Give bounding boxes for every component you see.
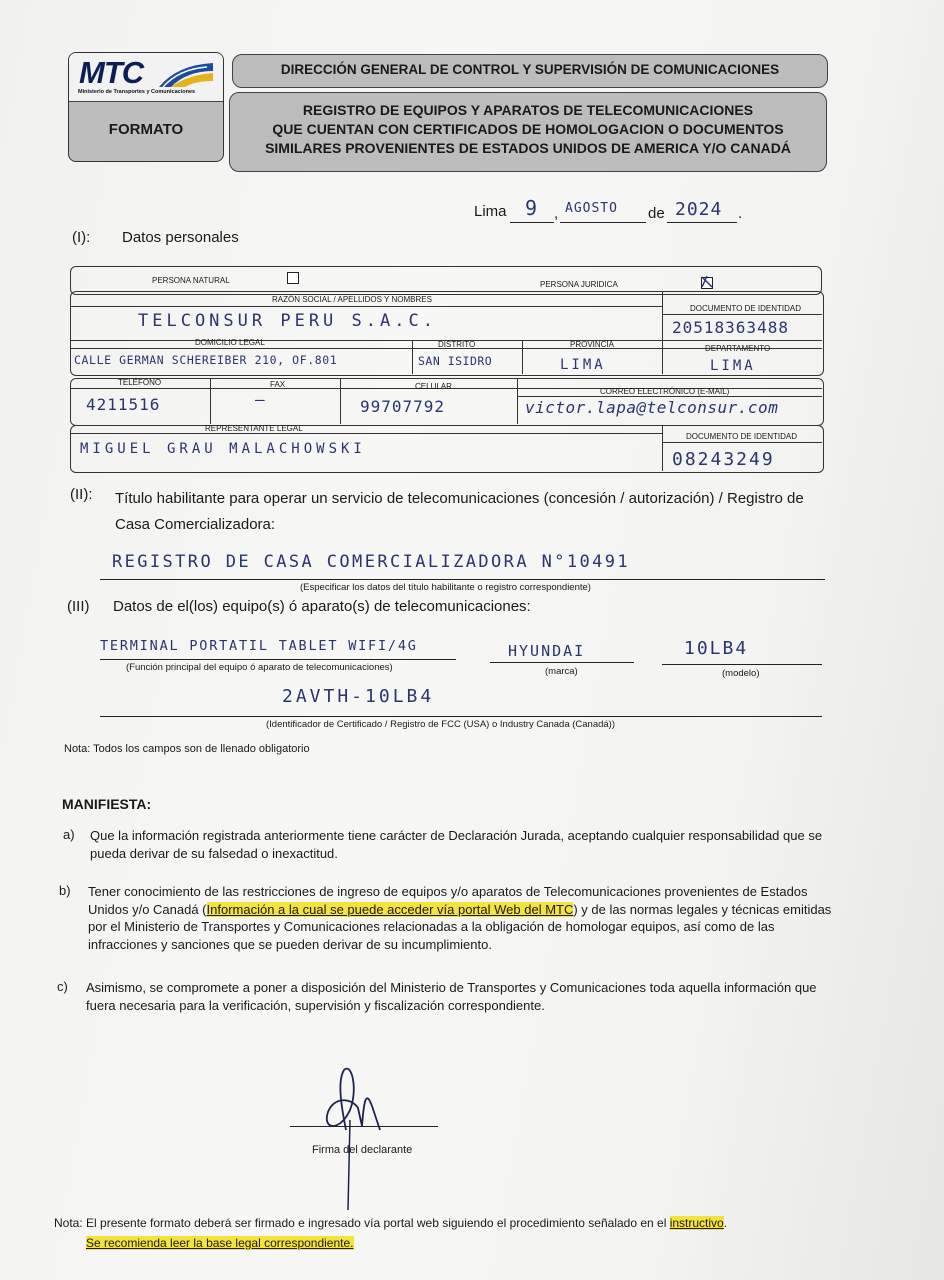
mtc-portal-link[interactable]: Información a la cual se puede acceder vía portal Web del MTC bbox=[206, 901, 574, 917]
item-a-text: Que la información registrada anteriormente tiene carácter de Declaración Jurada, aceptando cualquier responsabilidad que se pueda derivar de su falsedad o inexactitud. bbox=[90, 828, 823, 861]
nota-final-period: . bbox=[723, 1216, 728, 1230]
firma-label: Firma del declarante bbox=[312, 1144, 413, 1156]
title-line-1: REGISTRO DE EQUIPOS Y APARATOS DE TELECOMUNICACIONES bbox=[302, 102, 754, 118]
celular-value[interactable]: 99707792 bbox=[360, 397, 446, 416]
departamento-value[interactable]: LIMA bbox=[710, 358, 756, 374]
domicilio-label: DOMICILIO LEGAL bbox=[195, 338, 265, 347]
direccion-header: DIRECCIÓN GENERAL DE CONTROL Y SUPERVISIÓN DE COMUNICACIONES bbox=[232, 54, 828, 88]
section2-number: (II): bbox=[70, 486, 93, 503]
doc-id-value[interactable]: 20518363488 bbox=[672, 318, 789, 337]
doc-id-label: DOCUMENTO DE IDENTIDAD bbox=[690, 304, 801, 313]
section1-title: Datos personales bbox=[122, 229, 239, 246]
persona-natural-label: PERSONA NATURAL bbox=[152, 276, 230, 285]
manifiesta-title: MANIFIESTA: bbox=[62, 796, 152, 812]
checkmark-icon bbox=[701, 275, 713, 289]
formato-label: FORMATO bbox=[108, 121, 184, 138]
rep-doc-label: DOCUMENTO DE IDENTIDAD bbox=[686, 432, 797, 441]
correo-label: CORREO ELECTRÓNICO (E-MAIL) bbox=[600, 387, 730, 396]
razon-social-label: RAZÓN SOCIAL / APELLIDOS Y NOMBRES bbox=[272, 295, 432, 304]
marca-caption: (marca) bbox=[545, 666, 578, 677]
date-lima-label: Lima bbox=[474, 203, 507, 220]
telefono-label: TELÉFONO bbox=[118, 378, 162, 387]
distrito-label: DISTRITO bbox=[438, 340, 476, 349]
date-month[interactable]: AGOSTO bbox=[565, 201, 618, 216]
representante-value[interactable]: MIGUEL GRAU MALACHOWSKI bbox=[80, 441, 366, 457]
instructivo-link[interactable]: instructivo bbox=[669, 1216, 724, 1230]
logo-text: MTC bbox=[79, 55, 144, 90]
base-legal-note bbox=[86, 1236, 354, 1250]
date-day[interactable]: 9 bbox=[525, 196, 541, 220]
fax-value[interactable]: — bbox=[255, 390, 268, 409]
item-b-text-end: ) y de las normas legales y técnicas emitidas por el Ministerio de Transportes y Comunicaciones relacionadas a la obligación de homologar equipos, así como de las infracciones y sanciones que se pueden derivar de su incumplimiento. bbox=[88, 901, 832, 952]
wave-logo-icon bbox=[157, 59, 215, 89]
date-de-label: de bbox=[648, 205, 665, 222]
mtc-logo bbox=[69, 53, 223, 102]
title-line-3: SIMILARES PROVENIENTES DE ESTADOS UNIDOS DE AMERICA Y/O CANADÁ bbox=[265, 140, 791, 156]
form-title bbox=[229, 92, 827, 172]
funcion-value[interactable]: TERMINAL PORTATIL TABLET WIFI/4G bbox=[100, 638, 418, 654]
form-page: MTC Ministerio de Transportes y Comunicaciones FORMATO DIRECCIÓN GENERAL DE CONTROL Y SUPERVISIÓN DE COMUNICACIONES REGISTRO DE EQUIPOS Y APARATOS DE TELECOMUNICACIONES QUE CUENTAN CON CERTIFICADOS DE HOMOLOGACION O DOCUMENTOS SIMILARES PROVENIENTES DE ESTADOS UNIDOS DE AMERICA Y/O CANADÁ Lima 9 , AGOSTO de 2024 . (I): Datos personales PERSONA NATURAL PERSONA JURIDICA RAZÓN SOCIAL / APELLIDOS Y NOMBRES DOCUMENTO DE IDENTIDAD TELCONSUR PERU S.A.C. 20518363488 DOMICILIO LEGAL DISTRITO PROVINCIA DEPARTAMENTO CALLE GERMAN SCHEREIBER 210, OF.801 SAN ISIDRO LIMA LIMA TELÉFONO FAX CELULAR CORREO ELECTRÓNICO (E-MAIL) 4211516 — 99707792 victor.lapa@telconsur.com REPRESENTANTE LEGAL DOCUMENTO DE IDENTIDAD MIGUEL GRAU MALACHOWSKI 08243249 (II): Título habilitante para operar un servicio de telecomunicaciones (concesión / autorización) / Registro de Casa Comercializadora: REGISTRO DE CASA COMERCIALIZADORA N°10491 (Especificar los datos del título habilitante o registro correspondiente) (III) Datos de el(los) equipo(s) ó aparato(s) de telecomunicaciones: TERMINAL PORTATIL TABLET WIFI/4G (Función principal del equipo ó aparato de telecomunicaciones) HYUNDAI (marca) 10LB4 (modelo) 2AVTH-10LB4 (Identificador de Certificado / Registro de FCC (USA) o Industry Canada (Canadá)) Nota: Todos los campos son de llenado obligatorio MANIFIESTA: a) Que la información registrada anteriormente tiene carácter de Declaración Jurada, aceptando cualquier responsabilidad que se pueda derivar de su falsedad o inexactitud. b) Tener conocimiento de las restricciones de ingreso de equipos y/o aparatos de Telecomunicaciones provenientes de Estados Unidos y/o Canadá (Información a la cual se puede acceder vía portal Web del MTC) y de las normas legales y técnicas emitidas por el Ministerio de Transportes y Comunicaciones relacionadas a la obligación de homologar equipos, así como de las infracciones y sanciones que se pueden derivar de su incumplimiento. c) Asimismo, se compromete a poner a disposición del Ministerio de Transportes y Comunicaciones toda aquella información que fuera necesaria para la verificación, supervisión y fiscalización correspondiente. Firma del declarante Nota: El presente formato deberá ser firmado e ingresado vía portal web siguiendo el procedimiento señalado en el instructivo. Se recomienda leer la base legal correspondiente. bbox=[0, 0, 944, 1280]
section2-text: Título habilitante para operar un servicio de telecomunicaciones (concesión / autorización) / Registro de Casa Comercializadora: bbox=[115, 490, 804, 533]
item-c-text: Asimismo, se compromete a poner a disposición del Ministerio de Transportes y Comunicaciones toda aquella información que fuera necesaria para la verificación, supervisión y fiscalización correspondiente. bbox=[86, 980, 817, 1013]
logo-subtitle: Ministerio de Transportes y Comunicaciones bbox=[78, 89, 196, 95]
section2-caption: (Especificar los datos del título habilitante o registro correspondiente) bbox=[300, 582, 591, 593]
base-legal-link[interactable]: Se recomienda leer la base legal correspondiente. bbox=[86, 1236, 354, 1250]
domicilio-value[interactable]: CALLE GERMAN SCHEREIBER 210, OF.801 bbox=[74, 353, 338, 367]
section3-number: (III) bbox=[67, 598, 90, 615]
telefono-value[interactable]: 4211516 bbox=[86, 395, 161, 414]
item-b-text bbox=[88, 883, 846, 953]
date-year[interactable]: 2024 bbox=[675, 199, 723, 220]
item-a-label: a) bbox=[63, 827, 75, 842]
representante-label: REPRESENTANTE LEGAL bbox=[205, 424, 303, 433]
nota-final-text: Nota: El presente formato deberá ser firmado e ingresado vía portal web siguiendo el procedimiento señalado en el bbox=[54, 1216, 670, 1230]
persona-natural-checkbox[interactable] bbox=[287, 272, 299, 284]
persona-juridica-checkbox[interactable] bbox=[701, 277, 713, 289]
title-line-2: QUE CUENTAN CON CERTIFICADOS DE HOMOLOGACION O DOCUMENTOS bbox=[272, 121, 784, 137]
funcion-caption: (Función principal del equipo ó aparato de telecomunicaciones) bbox=[126, 662, 393, 673]
nota-final bbox=[54, 1214, 824, 1232]
titulo-habilitante-value[interactable]: REGISTRO DE CASA COMERCIALIZADORA N°10491 bbox=[112, 552, 631, 572]
rep-doc-value[interactable]: 08243249 bbox=[672, 449, 775, 470]
modelo-value[interactable]: 10LB4 bbox=[684, 638, 749, 659]
celular-label: CELULAR bbox=[415, 382, 452, 391]
provincia-label: PROVINCIA bbox=[570, 340, 615, 349]
provincia-value[interactable]: LIMA bbox=[560, 357, 606, 373]
departamento-label: DEPARTAMENTO bbox=[705, 344, 771, 353]
certificado-value[interactable]: 2AVTH-10LB4 bbox=[282, 686, 435, 707]
razon-social-value[interactable]: TELCONSUR PERU S.A.C. bbox=[138, 311, 437, 331]
mtc-logo-box bbox=[68, 52, 224, 162]
item-b-label: b) bbox=[59, 883, 71, 898]
section3-title: Datos de el(los) equipo(s) ó aparato(s) de telecomunicaciones: bbox=[113, 598, 531, 615]
item-c-label: c) bbox=[57, 979, 68, 994]
marca-value[interactable]: HYUNDAI bbox=[508, 642, 586, 660]
fax-label: FAX bbox=[270, 380, 286, 389]
modelo-caption: (modelo) bbox=[722, 668, 760, 679]
item-b-text-start: Tener conocimiento de las restricciones de ingreso de equipos y/o aparatos de Telecomunicaciones provenientes de Estados Unidos y/o Canadá ( bbox=[88, 884, 808, 917]
distrito-value[interactable]: SAN ISIDRO bbox=[418, 354, 493, 368]
certificado-caption: (Identificador de Certificado / Registro de FCC (USA) o Industry Canada (Canadá)) bbox=[266, 719, 616, 730]
signature-image bbox=[310, 1060, 390, 1220]
nota-obligatorio: Nota: Todos los campos son de llenado obligatorio bbox=[64, 743, 310, 755]
section1-number: (I): bbox=[72, 229, 91, 246]
persona-juridica-label: PERSONA JURIDICA bbox=[540, 280, 618, 289]
correo-value[interactable]: victor.lapa@telconsur.com bbox=[525, 398, 779, 417]
